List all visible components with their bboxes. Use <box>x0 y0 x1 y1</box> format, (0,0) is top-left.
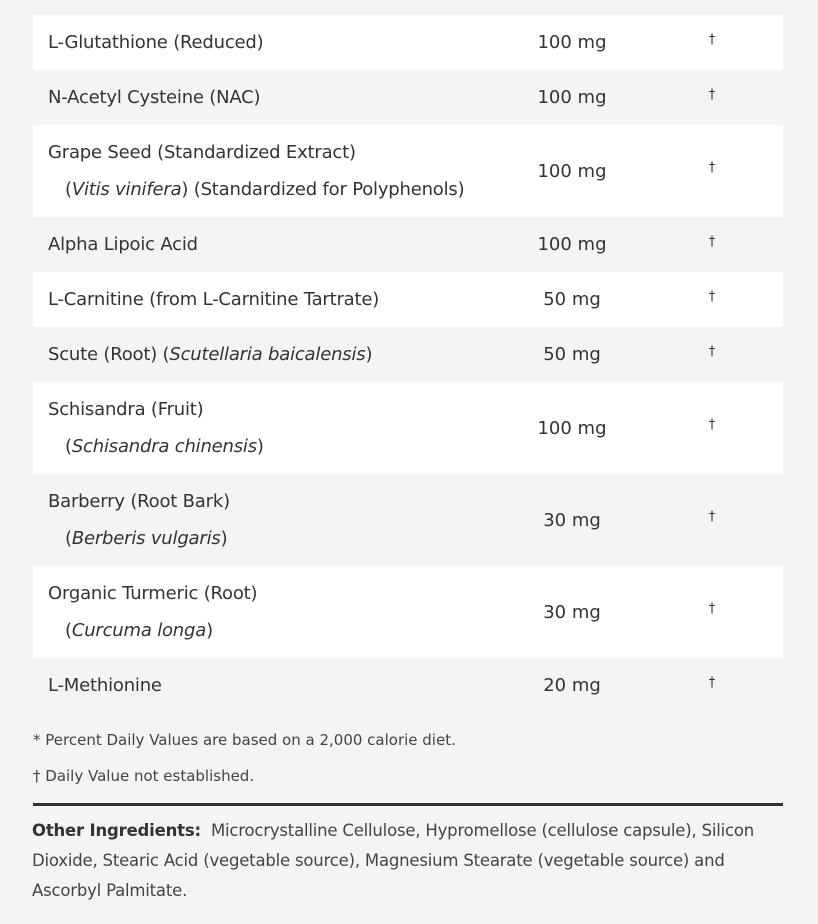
ingredient-name <box>48 24 263 61</box>
ingredient-text: ) <box>256 436 264 457</box>
ingredient-text: ( <box>65 620 72 641</box>
amount-per-serving: 30 mg <box>543 509 601 531</box>
table-row <box>33 566 783 658</box>
ingredient-text: ( <box>65 436 72 457</box>
daily-value-dagger: † <box>708 344 716 359</box>
amount-per-serving: 100 mg <box>537 160 607 182</box>
daily-value-dagger: † <box>708 160 716 176</box>
amount-per-serving: 50 mg <box>543 289 601 310</box>
ingredient-main-line <box>48 667 162 704</box>
ingredient-text: N-Acetyl Cysteine (NAC) <box>48 87 261 108</box>
latin-name: Schisandra chinensis <box>71 436 257 457</box>
amount-per-serving: 100 mg <box>537 417 607 439</box>
table-row <box>33 70 783 125</box>
table-row <box>33 658 783 713</box>
ingredient-main-line <box>48 391 264 428</box>
ingredient-main-line <box>48 483 230 520</box>
footnote-percent-daily-value: * Percent Daily Values are based on a 2,000 calorie diet. <box>33 731 456 749</box>
daily-value-dagger: † <box>708 234 716 249</box>
ingredient-text: L-Carnitine (from L-Carnitine Tartrate) <box>48 289 380 310</box>
ingredient-text: ) (Standardized for Polyphenols) <box>181 179 465 200</box>
ingredient-text: ( <box>65 179 72 200</box>
footnote-daily-value-not-established: † Daily Value not established. <box>33 767 255 785</box>
ingredient-main-line <box>48 575 257 612</box>
daily-value-dagger: † <box>708 87 716 102</box>
latin-name: Berberis vulgaris <box>71 528 221 549</box>
ingredient-name <box>48 667 162 704</box>
table-row <box>33 474 783 566</box>
ingredient-text: Barberry (Root Bark) <box>48 491 230 512</box>
table-row <box>33 217 783 272</box>
ingredient-name <box>48 134 464 208</box>
table-row <box>33 125 783 217</box>
ingredient-text: Scute (Root) ( <box>48 344 170 365</box>
supplement-facts-table <box>33 15 783 713</box>
daily-value-dagger: † <box>708 675 716 690</box>
amount-per-serving: 100 mg <box>537 32 607 53</box>
ingredient-name <box>48 391 264 465</box>
amount-per-serving: 100 mg <box>537 234 607 255</box>
ingredient-main-line <box>48 79 260 116</box>
amount-per-serving: 30 mg <box>543 601 601 623</box>
ingredient-main-line <box>48 281 379 318</box>
amount-per-serving: 20 mg <box>543 675 601 696</box>
ingredient-name <box>48 79 260 116</box>
table-row <box>33 272 783 327</box>
ingredient-name <box>48 281 379 318</box>
amount-per-serving: 100 mg <box>537 87 607 108</box>
ingredient-main-line <box>48 24 263 61</box>
ingredient-text: ) <box>365 344 373 365</box>
ingredient-botanical-line <box>48 428 264 465</box>
table-row <box>33 382 783 474</box>
ingredient-text: Schisandra (Fruit) <box>48 399 204 420</box>
ingredient-text: Organic Turmeric (Root) <box>48 583 258 604</box>
ingredient-text: ( <box>65 528 72 549</box>
ingredient-name <box>48 336 372 373</box>
ingredient-botanical-line <box>48 520 230 557</box>
other-ingredients-label: Other Ingredients: <box>32 821 201 840</box>
ingredient-main-line <box>48 134 464 171</box>
ingredient-text: Grape Seed (Standardized Extract) <box>48 142 356 163</box>
ingredient-text: L-Methionine <box>48 675 162 696</box>
ingredient-text: ) <box>206 620 213 641</box>
daily-value-dagger: † <box>708 601 716 617</box>
daily-value-dagger: † <box>708 417 716 433</box>
ingredient-main-line <box>48 226 198 263</box>
ingredient-name <box>48 483 230 557</box>
other-ingredients <box>32 816 782 906</box>
daily-value-dagger: † <box>708 32 716 47</box>
latin-name: Vitis vinifera <box>71 179 182 200</box>
latin-name: Scutellaria baicalensis <box>169 344 366 365</box>
amount-per-serving: 50 mg <box>543 344 601 365</box>
ingredient-text: L-Glutathione (Reduced) <box>48 32 264 53</box>
table-row <box>33 15 783 70</box>
daily-value-dagger: † <box>708 289 716 304</box>
table-row <box>33 327 783 382</box>
ingredient-text: ) <box>220 528 228 549</box>
ingredient-name <box>48 575 257 649</box>
ingredient-main-line <box>48 336 372 373</box>
other-ingredients-text: Microcrystalline Cellulose, Hypromellose (cellulose capsule), Silicon Dioxide, Stearic Acid (vegetable source), Magnesium Stearate (vegetable source) and Ascorbyl Palmitate. <box>32 821 755 900</box>
ingredient-botanical-line <box>48 612 257 649</box>
ingredient-text: Alpha Lipoic Acid <box>48 234 198 255</box>
ingredient-name <box>48 226 198 263</box>
ingredient-botanical-line <box>48 171 464 208</box>
divider <box>33 803 783 806</box>
latin-name: Curcuma longa <box>71 620 207 641</box>
daily-value-dagger: † <box>708 509 716 525</box>
